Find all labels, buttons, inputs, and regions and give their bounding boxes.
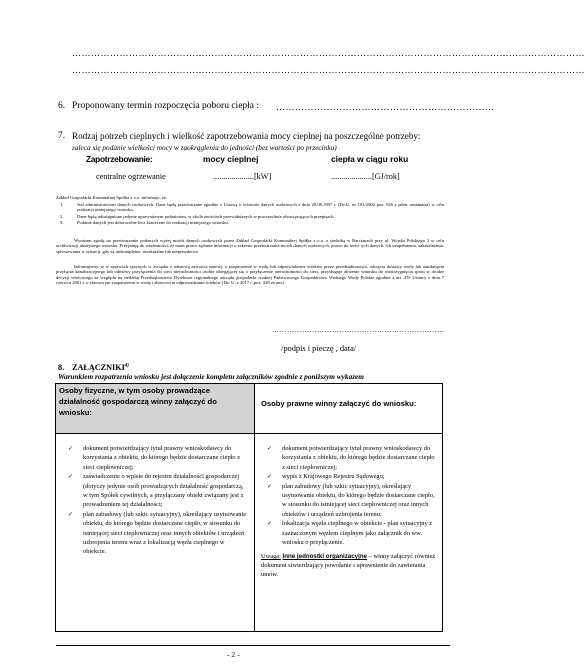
section-6-label: Proponowany termin rozpoczęcia poboru ciepła :	[72, 101, 260, 111]
gdpr-item-text: Jest administratorem danych osobowych. Dane będą przetwarzane zgodnie z Ustawą o ochronie danych osobowych z dnia 29.08.1997 r. (Dz.U. nr 101/2002 poz. 926 z późn. zmianami) w celu realizacji niniejszego wniosku.	[77, 202, 444, 213]
check-icon: ✓	[68, 473, 74, 481]
section-8-title	[72, 363, 129, 372]
section-8-title-text: ZAŁĄCZNIKI	[72, 363, 125, 372]
footnote-marker: 4)	[124, 363, 129, 369]
note-prefix: Uwaga:	[261, 553, 281, 561]
natural-persons-header: Osoby fizyczne, w tym osoby prowadzące działalność gospodarczą winny załączyć do wniosku:	[56, 384, 255, 434]
footer-rule	[56, 645, 450, 646]
gdpr-item-text: Podanie danych jest dobrowolne lecz konieczne do realizacji niniejszego wniosku.	[77, 220, 229, 226]
legal-persons-list-cell	[255, 434, 443, 632]
gdpr-consent: Wyrażam zgodę na przetwarzanie podanych wyżej moich danych osobowych przez Zakład Gospodarki Komunalnej Spółka z o.o. z siedzibą w Barcianach przy ul. Wojska Polskiego 2 w celu archiwizacji niniejszego wniosku. Przyjmuję do wiadomości, że mam prawo żądania informacji o zakresie przetwarzania moich danych osobowych, prawo do treści tych danych, ich uzupełnienia, uaktualniania, sprostowania w sytuacji, gdy są niekompletne, nieaktualne lub nieprawdziwe.	[56, 238, 444, 254]
legal-persons-header: Osoby prawne winny załączyć do wniosku:	[255, 384, 443, 434]
power-kw-field[interactable]: ....................[kW]	[213, 172, 272, 181]
gdpr-item-number: 1.	[60, 202, 64, 207]
section-7-label: Rodzaj potrzeb cieplnych i wielkość zapotrzebowania mocy cieplnej na poszczególne potrzeby:	[72, 131, 421, 141]
demand-header-label: Zapotrzebowanie:	[86, 154, 153, 164]
list-item	[261, 472, 436, 481]
check-icon: ✓	[267, 445, 273, 452]
section-6-number: 6.	[58, 101, 66, 111]
natural-persons-list-cell	[56, 434, 255, 632]
attachments-table	[55, 383, 443, 632]
list-item-text: dokument potwierdzający tytuł prawny wnioskodawcy do korzystania z obiektu, do którego będzie dostarczane ciepło z sieci ciepłowniczej;	[282, 445, 435, 471]
check-icon: ✓	[267, 473, 273, 481]
list-item-text: dokument potwierdzający tytuł prawny wnioskodawcy do korzystania z obiektu, do którego będzie dostarczane ciepło z sieci ciepłowniczej;	[83, 445, 241, 471]
gdpr-item-text: Dane będą udostępnione jedynie uprawnionym podmiotom, w okolicznościach przewidzianych w powszechnie obowiązujących przepisach.	[77, 213, 335, 219]
list-item	[62, 444, 248, 472]
other-units-note	[255, 547, 442, 579]
check-icon: ✓	[68, 445, 74, 452]
signature-field[interactable]: ……………………………………………………………	[272, 326, 445, 334]
dispute-info: Informujemy, iż w sprawach spornych w związku z odmową zawarcia umowy o zaopatrzenie w wodę lub odprowadzenie ścieków przez przedsiębiorstwo, odcięcia dostawy wody lub zamknięcia przyłącza kanalizacyjnego lub odmowy przyłączenia do sieci nieruchomości osobie ubiegającej się o przyłączenie nieruchomości do sieci, przysługuje złożenie wniosku do rozstrzygnięcia sporu w drodze decyzji właściwego ze względu na siedzibę Przedsiębiorstwa Dyrektora regionalnego zarządu gospodarki wodnej Państwowego Gospodarstwa Wodnego Wody Polskie zgodnie z art. 27e Ustawy z dnia 7 czerwca 2001 r. o zbiorowym zaopatrzeniu w wodę i zbiorowym odprowadzaniu ścieków (Dz. U. z 2017 r. poz. 328 ze zm.)	[56, 264, 444, 286]
gdpr-item	[56, 214, 444, 219]
signature-caption: /podpis i pieczę , data/	[281, 344, 357, 353]
section-8-number: 8.	[58, 363, 65, 372]
list-item-text: plan zabudowy (lub szkic sytuacyjny), określający usytuowanie obiektu, do którego będzie dostarczane ciepło, w stosunku do istniejącej sieci ciepłowniczej oraz innych obiektów i urządzeń uzbrojenia terenu;	[282, 482, 435, 518]
gdpr-item	[56, 202, 444, 213]
list-item-text: plan zabudowy (lub szkic sytuacyjny), określający usytuowanie obiektu, do którego będzie dostarczane ciepło, w stosunku do istniejącej sieci ciepłowniczej oraz innych obiektów i urządzeń uzbrojenia terenu wraz z lokalizacją węzła cieplnego w obiekcie.	[83, 510, 247, 556]
page-number: - 2 -	[227, 650, 240, 659]
power-header: mocy cieplnej	[203, 154, 259, 164]
gdpr-item	[56, 220, 444, 225]
list-item-text: lokalizacja węzła cieplnego w obiekcie - plan sytuacyjny z zaznaczonym węzłem cieplnym jako załącznik do ww. wniosku o przyłączenie.	[282, 520, 433, 547]
list-item	[62, 472, 248, 510]
start-date-field[interactable]: ……………………………………………………………	[276, 102, 495, 112]
attachments-header-row	[56, 384, 443, 434]
natural-persons-list	[56, 434, 254, 557]
legal-persons-list	[255, 434, 442, 547]
gdpr-item-number: 3.	[60, 220, 64, 226]
note-text: – winny załączyć również dokument stwierdzający powołanie i uprawnienie do zawierania umów.	[261, 553, 436, 578]
section-8-subtitle: Warunkiem rozpatrzenia wniosku jest dołączenie kompletu załączników zgodnie z poniższym wykazem	[58, 372, 364, 381]
list-item	[62, 510, 248, 557]
gdpr-list	[56, 202, 444, 226]
gdpr-intro: Zakład Gospodarki Komunalnej Spółka z o.o. informuje, że:	[56, 195, 168, 200]
check-icon: ✓	[267, 520, 273, 528]
list-item	[261, 519, 436, 547]
section-7-note: zaleca się podanie wielkości mocy w zaokrągleniu do jedności (bez wartości po przecinku)	[72, 143, 337, 152]
gdpr-item-number: 2.	[60, 213, 64, 219]
check-icon: ✓	[267, 482, 273, 490]
fill-line-1[interactable]: ………………………………………………………………………………………………………………………………………………	[72, 48, 585, 58]
check-icon: ✓	[68, 510, 74, 518]
list-item-text: zaświadczenie o wpisie do rejestru działalności gospodarczej (dotyczy jedynie osób prowadzących działalność gospodarczą, w tym Spółek cywilnych, a przyłączany obiekt związany jest z prowadzeniem tej działalności;	[83, 473, 244, 509]
heat-gj-field[interactable]: ....................[GJ/rok]	[331, 172, 400, 181]
note-bold: Inne jednostki organizacyjne	[282, 553, 368, 561]
section-7-number: 7.	[58, 131, 66, 141]
list-item	[261, 482, 436, 520]
annual-heat-header: ciepła w ciągu roku	[331, 154, 409, 164]
fill-line-2[interactable]: ………………………………………………………………………………………………………………………………………………	[72, 65, 585, 75]
attachments-body-row	[56, 434, 443, 632]
central-heating-label: centralne ogrzewanie	[96, 172, 166, 181]
list-item-text: wypis z Krajowego Rejestru Sądowego;	[282, 473, 385, 481]
list-item	[261, 444, 436, 472]
